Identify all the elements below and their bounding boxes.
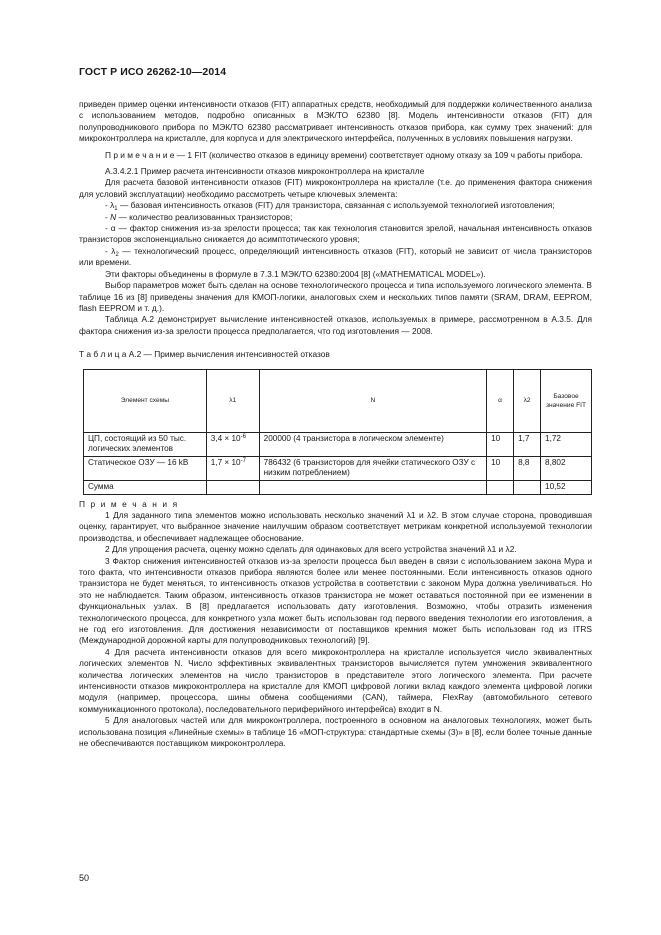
- document-body: [79, 99, 592, 749]
- table-caption: [79, 349, 592, 360]
- table-cell: [206, 432, 259, 456]
- standard-header: ГОСТ Р ИСО 26262-10—2014: [79, 66, 227, 78]
- table-cell: 1,72: [541, 432, 592, 456]
- table-cell: [487, 480, 514, 494]
- column-header: Базовое значение FIT: [541, 369, 592, 432]
- list-item-text: — технологический процесс, определяющий интенсивность отказов (FIT), который не зависит от числа транзисторов или времени.: [79, 245, 592, 268]
- table-header-row: [84, 369, 592, 432]
- table-cell: Статическое ОЗУ — 16 kB: [84, 456, 207, 480]
- section-heading: А.3.4.2.1 Пример расчета интенсивности отказов микроконтроллера на кристалле: [105, 166, 425, 177]
- column-header: λ2: [514, 369, 541, 432]
- paragraph: Выбор параметров может быть сделан на основе технологического процесса и типа используемого логического элемента. В таблице 16 из [8] приведены значения для КМОП-логики, аналоговых схем и нескольких типов памяти (SRAM, DRAM, EEPROM, flash EEPROM и т. д.).: [79, 280, 592, 313]
- note-text: — 1 FIT (количество отказов в единицу времени) соответствует одному отказу за 109 ч работы прибора.: [174, 149, 583, 160]
- table-cell: 10: [487, 432, 514, 456]
- table-cell: 8,802: [541, 456, 592, 480]
- failure-rate-table: [83, 369, 592, 495]
- mantissa: 3,4 × 10: [210, 433, 241, 443]
- table-row: [84, 456, 592, 480]
- list-item: - $\lambda_1$ — базовая интенсивность отказов (FIT) для транзистора, связанная с используемой технологией изготовления;: [105, 200, 555, 213]
- note-item: 1 Для заданного типа элементов можно использовать несколько значений λ1 и λ2. В этом случае сторона, проводившая оценку, гарантирует, что выбранное значение наилучшим образом соответствует метрикам конкретной используемой технологии производства, и обеспечивает надлежащее обоснование.: [79, 509, 592, 543]
- table-row: [84, 432, 592, 456]
- table-cell: ЦП, состоящий из 50 тыс. логических элементов: [84, 432, 207, 456]
- table-cell: [206, 456, 259, 480]
- notes-heading: П р и м е ч а н и я: [79, 498, 179, 509]
- column-header: α: [487, 369, 514, 432]
- table-caption-label: Т а б л и ц а: [79, 349, 127, 360]
- column-header: Элемент схемы: [84, 369, 207, 432]
- symbol: α: [110, 223, 116, 234]
- mantissa: 1,7 × 10: [210, 457, 241, 467]
- list-item-text: — базовая интенсивность отказов (FIT) для транзистора, связанная с используемой технологией изготовления;: [117, 200, 555, 211]
- table-caption-text: А.2 — Пример вычисления интенсивностей отказов: [126, 349, 330, 360]
- paragraph: Эти факторы объединены в формуле в 7.3.1 МЭК/ТО 62380:2004 [8] («MATHEMATICAL MODEL»).: [105, 268, 486, 279]
- column-header: N: [259, 369, 486, 432]
- table-cell: 10,52: [541, 480, 592, 494]
- table-cell: 786432 (6 транзисторов для ячейки статического ОЗУ с низким потреблением): [259, 456, 486, 480]
- table-cell: 8,8: [514, 456, 541, 480]
- note-item: 4 Для расчета интенсивности отказов для всего микроконтроллера на кристалле используется число эквивалентных логических элементов N. Число эффективных эквивалентных транзисторов вычисляется путем умножения эквивалентного количества логических элементов на число транзисторов в представителе этого логического элемента. При расчете интенсивности отказов микроконтроллера на кристалле для КМОП цифровой логики вклад каждого элемента цифровой логики модуля (например, процессора, шины обмена сообщениями (CAN), таймера, FlexRay (автомобильного сетевого коммуникационного протокола), последовательного периферийного интерфейса) входит в N.: [79, 646, 592, 714]
- note-paragraph: [79, 150, 592, 161]
- table-cell: 1,7: [514, 432, 541, 456]
- symbol-subscript: 1: [114, 206, 118, 213]
- table-cell: [206, 480, 259, 494]
- note-item: 3 Фактор снижения интенсивностей отказов из-за зрелости процесса был введен в связи с использованием закона Мура и того факта, что интенсивности отказов прибора являются более или менее постоянными. Если интенсивность отказов одного транзистора не будет меняться, то интенсивность отказов устройства в соответствии с законом Мура должна увеличиваться. Но это не наблюдается. Таким образом, интенсивность отказов транзистора не может оставаться постоянной при ее изменении в функциональных узлах. В [8] предлагается использовать дату изготовления. Возможно, чтобы отразить изменения технологического процесса, для конкретного узла может быть использован год первого введения технологии его изготовления, а не год его изготовления. Для достижения независимости от поставщиков кремния может быть использован год из ITRS (Международной дорожной карты для полупроводниковых технологий) [9].: [79, 555, 592, 646]
- column-header: λ1: [206, 369, 259, 432]
- note-label: П р и м е ч а н и е: [105, 149, 175, 160]
- list-item: - $\lambda_2$ — технологический процесс, определяющий интенсивность отказов (FIT), который не зависит от числа транзисторов или времени.: [79, 245, 592, 268]
- exponent: -6: [240, 433, 246, 440]
- table-cell: Сумма: [84, 480, 207, 494]
- list-item-text: — количество реализованных транзисторов;: [116, 211, 293, 222]
- exponent: -7: [240, 457, 246, 464]
- note-item: 5 Для аналоговых частей или для микроконтроллера, построенного в основном на аналоговых технологиях, может быть использована позиция «Линейные схемы» в таблице 16 «МОП-структура: стандартные схемы (3)» в [8], если более точные данные не обеспечиваются поставщиком микроконтроллера.: [79, 715, 592, 749]
- table-cell: 200000 (4 транзистора в логическом элементе): [259, 432, 486, 456]
- table-cell: [514, 480, 541, 494]
- note-item: 2 Для упрощения расчета, оценку можно сделать для одинаковых для всего устройства значений λ1 и λ2.: [105, 544, 517, 555]
- list-item: - α — фактор снижения из-за зрелости процесса; так как технология становится зрелой, начальная интенсивность отказов транзисторов экспоненциально снижается до асимптотического уровня;: [79, 223, 592, 245]
- table-cell: 10: [487, 456, 514, 480]
- table-row: [84, 480, 592, 494]
- symbol: λ: [110, 200, 115, 211]
- paragraph: Таблица А.2 демонстрирует вычисление интенсивностей отказов, используемых в примере, рассмотренном в А.3.5. Для фактора снижения из-за зрелости процесса предполагается, что год изготовления — 2008.: [79, 314, 592, 336]
- list-item-text: — фактор снижения из-за зрелости процесса; так как технология становится зрелой, начальная интенсивность отказов транзисторов экспоненциально снижается до асимптотического уровня;: [79, 223, 592, 245]
- table-cell: [259, 480, 486, 494]
- symbol: N: [110, 211, 117, 222]
- paragraph: приведен пример оценки интенсивности отказов (FIT) аппаратных средств, необходимый для поддержки количественного анализа с использованием методов, подробно описанных в МЭК/ТО 62380 [8]. Модель интенсивности отказов (FIT) для полупроводникового прибора по МЭК/ТО 62380 рассматривает интенсивность отказов прибора, как сумму трех значений: для микроконтроллера на кристалле, для корпуса и для электрического интерфейса, полученных в условиях повышения нагрузки.: [79, 99, 592, 144]
- list-item: - N — количество реализованных транзисторов;: [105, 211, 293, 222]
- symbol-subscript: 2: [115, 251, 119, 258]
- section-intro: Для расчета базовой интенсивности отказов (FIT) микроконтроллера на кристалле (т.е. до применения фактора снижения для условий эксплуатации) необходимо рассмотреть четыре ключевых элемента:: [79, 177, 592, 199]
- page-number: 50: [79, 873, 90, 883]
- symbol: λ: [111, 245, 116, 256]
